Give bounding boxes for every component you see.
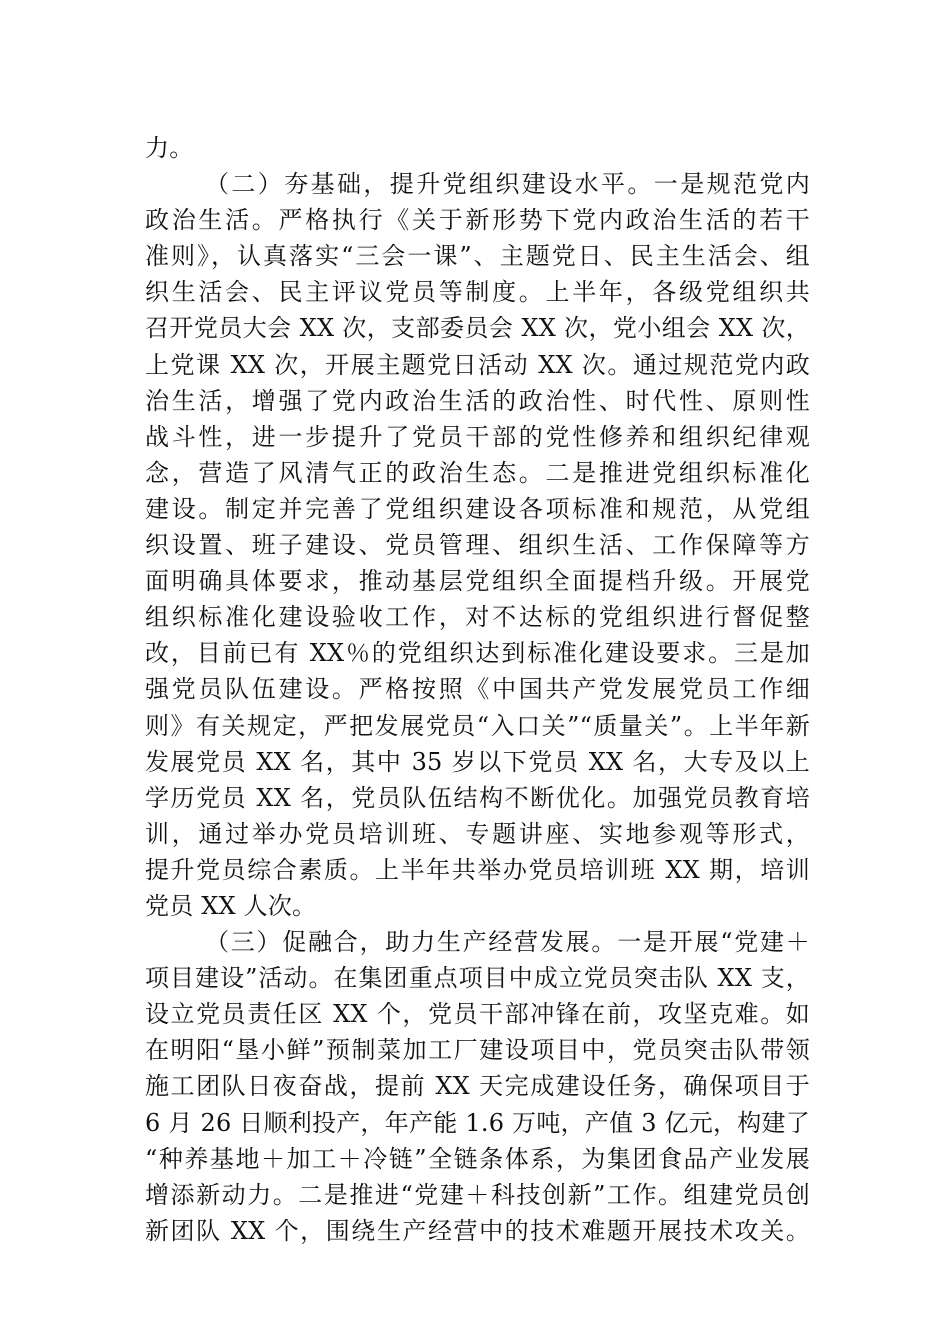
text-line: 织生活会、民主评议党员等制度。上半年，各级党组织共 bbox=[145, 278, 810, 307]
text-line: 织设置、班子建设、党员管理、组织生活、工作保障等方 bbox=[145, 531, 810, 560]
text-line: 准则》，认真落实“三会一课”、主题党日、民主生活会、组 bbox=[145, 242, 810, 271]
text-line: 新团队 XX 个，围绕生产经营中的技术难题开展技术攻关。 bbox=[145, 1216, 810, 1245]
text-line: 训，通过举办党员培训班、专题讲座、实地参观等形式， bbox=[145, 819, 810, 848]
text-line: 力。 bbox=[145, 134, 194, 162]
text-line: 学历党员 XX 名，党员队伍结构不断优化。加强党员教育培 bbox=[145, 783, 810, 812]
text-line: 面明确具体要求，推动基层党组织全面提档升级。开展党 bbox=[145, 567, 810, 596]
text-line: 强党员队伍建设。严格按照《中国共产党发展党员工作细 bbox=[145, 675, 810, 704]
text-line: 党员 XX 人次。 bbox=[145, 891, 317, 920]
text-line: 改，目前已有 XX％的党组织达到标准化建设要求。三是加 bbox=[145, 639, 810, 668]
text-line: 战斗性，进一步提升了党员干部的党性修养和组织纪律观 bbox=[145, 422, 810, 451]
text-line: 在明阳“垦小鲜”预制菜加工厂建设项目中，党员突击队带领 bbox=[145, 1036, 810, 1065]
section-heading-line: （三）促融合，助力生产经营发展。一是开展“党建＋ bbox=[205, 928, 810, 957]
text-line: 6 月 26 日顺利投产，年产能 1.6 万吨，产值 3 亿元，构建了 bbox=[145, 1108, 810, 1137]
text-line: 建设。制定并完善了党组织建设各项标准和规范，从党组 bbox=[145, 494, 810, 523]
text-line: “种养基地＋加工＋冷链”全链条体系，为集团食品产业发展 bbox=[145, 1144, 810, 1173]
text-line: 提升党员综合素质。上半年共举办党员培训班 XX 期，培训 bbox=[145, 855, 810, 884]
body-text bbox=[145, 130, 810, 1249]
text-line: 治生活，增强了党内政治生活的政治性、时代性、原则性 bbox=[145, 386, 810, 415]
text-line: 发展党员 XX 名，其中 35 岁以下党员 XX 名，大专及以上 bbox=[145, 747, 810, 776]
text-line: 念，营造了风清气正的政治生态。二是推进党组织标准化 bbox=[145, 458, 810, 487]
text-line: 则》有关规定，严把发展党员“入口关”“质量关”。上半年新 bbox=[145, 711, 810, 740]
text-line: 设立党员责任区 XX 个，党员干部冲锋在前，攻坚克难。如 bbox=[145, 1000, 810, 1029]
text-line: 施工团队日夜奋战，提前 XX 天完成建设任务，确保项目于 bbox=[145, 1072, 810, 1101]
text-line: 增添新动力。二是推进“党建＋科技创新”工作。组建党员创 bbox=[145, 1180, 810, 1209]
text-line: 上党课 XX 次，开展主题党日活动 XX 次。通过规范党内政 bbox=[145, 350, 810, 379]
text-line: 召开党员大会 XX 次，支部委员会 XX 次，党小组会 XX 次， bbox=[145, 314, 810, 343]
text-line: 组织标准化建设验收工作，对不达标的党组织进行督促整 bbox=[145, 603, 810, 632]
section-heading-line: （二）夯基础，提升党组织建设水平。一是规范党内 bbox=[205, 170, 810, 199]
text-line: 项目建设”活动。在集团重点项目中成立党员突击队 XX 支， bbox=[145, 964, 810, 993]
text-line: 政治生活。严格执行《关于新形势下党内政治生活的若干 bbox=[145, 206, 810, 235]
